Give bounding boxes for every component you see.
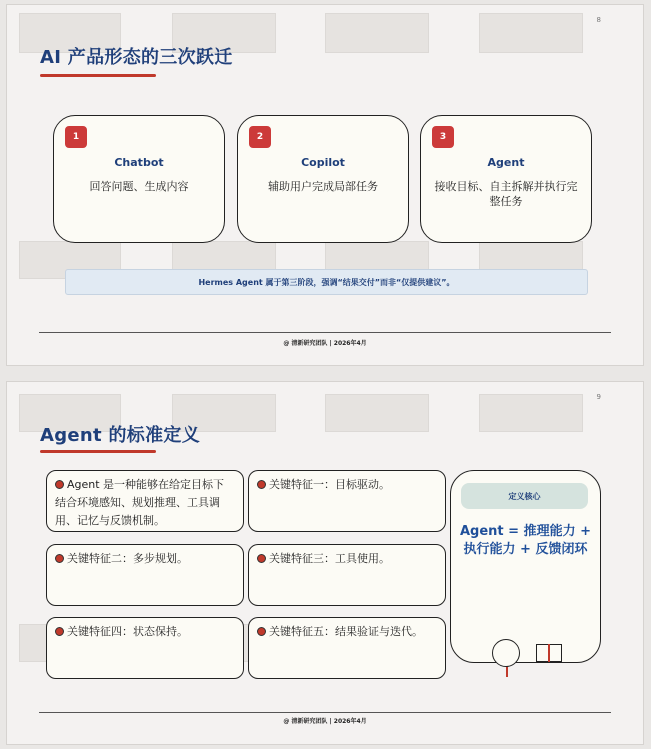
stage-card-copilot — [237, 115, 409, 243]
feature-text: 关键特征四：状态保持。 — [67, 625, 188, 638]
stage-card-agent — [420, 115, 592, 243]
feature-card-3 — [248, 544, 446, 606]
bg-decoration — [325, 13, 429, 53]
stage-description: 回答问题、生成内容 — [89, 180, 189, 193]
stage-name: Copilot — [301, 156, 345, 169]
stage-number-badge: 2 — [249, 126, 271, 148]
note-bar: Hermes Agent 属于第三阶段，强调“结果交付”而非“仅提供建议”。 — [65, 269, 588, 295]
title-underline — [40, 450, 156, 453]
bullet-icon — [257, 554, 266, 563]
square-bar-decoration — [548, 644, 550, 662]
feature-text: 关键特征五：结果验证与迭代。 — [269, 625, 423, 638]
slide-8 — [6, 4, 644, 366]
bg-decoration — [479, 13, 583, 53]
slide-title: AI 产品形态的三次跃迁 — [40, 47, 233, 68]
definition-text: Agent 是一种能够在给定目标下结合环境感知、规划推理、工具调用、记忆与反馈机制。 — [55, 478, 225, 527]
footer-divider — [39, 332, 611, 333]
bullet-icon — [55, 554, 64, 563]
footer-text: @ 清新研究团队 | 2026年4月 — [283, 340, 367, 347]
stem-decoration — [506, 667, 508, 677]
stage-number-badge: 3 — [432, 126, 454, 148]
feature-text: 关键特征二：多步规划。 — [67, 552, 188, 565]
footer-text: @ 清新研究团队 | 2026年4月 — [283, 718, 367, 725]
bg-decoration — [325, 394, 429, 432]
bullet-icon — [257, 627, 266, 636]
bg-decoration — [479, 394, 583, 432]
feature-text: 关键特征一：目标驱动。 — [269, 478, 390, 491]
slide-title: Agent 的标准定义 — [40, 425, 201, 446]
feature-card-4 — [46, 617, 244, 679]
feature-card-2 — [46, 544, 244, 606]
feature-text: 关键特征三：工具使用。 — [269, 552, 390, 565]
stage-description: 接收目标、自主拆解并执行完整任务 — [434, 180, 578, 208]
page-number: 9 — [596, 393, 601, 401]
feature-card-1 — [248, 470, 446, 532]
core-tag: 定义核心 — [461, 483, 588, 509]
feature-card-5 — [248, 617, 446, 679]
stage-number-badge: 1 — [65, 126, 87, 148]
bullet-icon — [55, 627, 64, 636]
definition-card — [46, 470, 244, 532]
stage-card-chatbot — [53, 115, 225, 243]
slide-9 — [6, 381, 644, 745]
circle-decoration-icon — [492, 639, 520, 667]
page-number: 8 — [596, 16, 601, 24]
core-definition-card — [450, 470, 601, 663]
bullet-icon — [55, 480, 64, 489]
footer-divider — [39, 712, 611, 713]
title-underline — [40, 74, 156, 77]
core-formula: Agent = 推理能力 + 执行能力 + 反馈闭环 — [459, 524, 592, 557]
bullet-icon — [257, 480, 266, 489]
stage-name: Chatbot — [114, 156, 164, 169]
stage-description: 辅助用户完成局部任务 — [268, 180, 378, 193]
stage-name: Agent — [487, 156, 525, 169]
